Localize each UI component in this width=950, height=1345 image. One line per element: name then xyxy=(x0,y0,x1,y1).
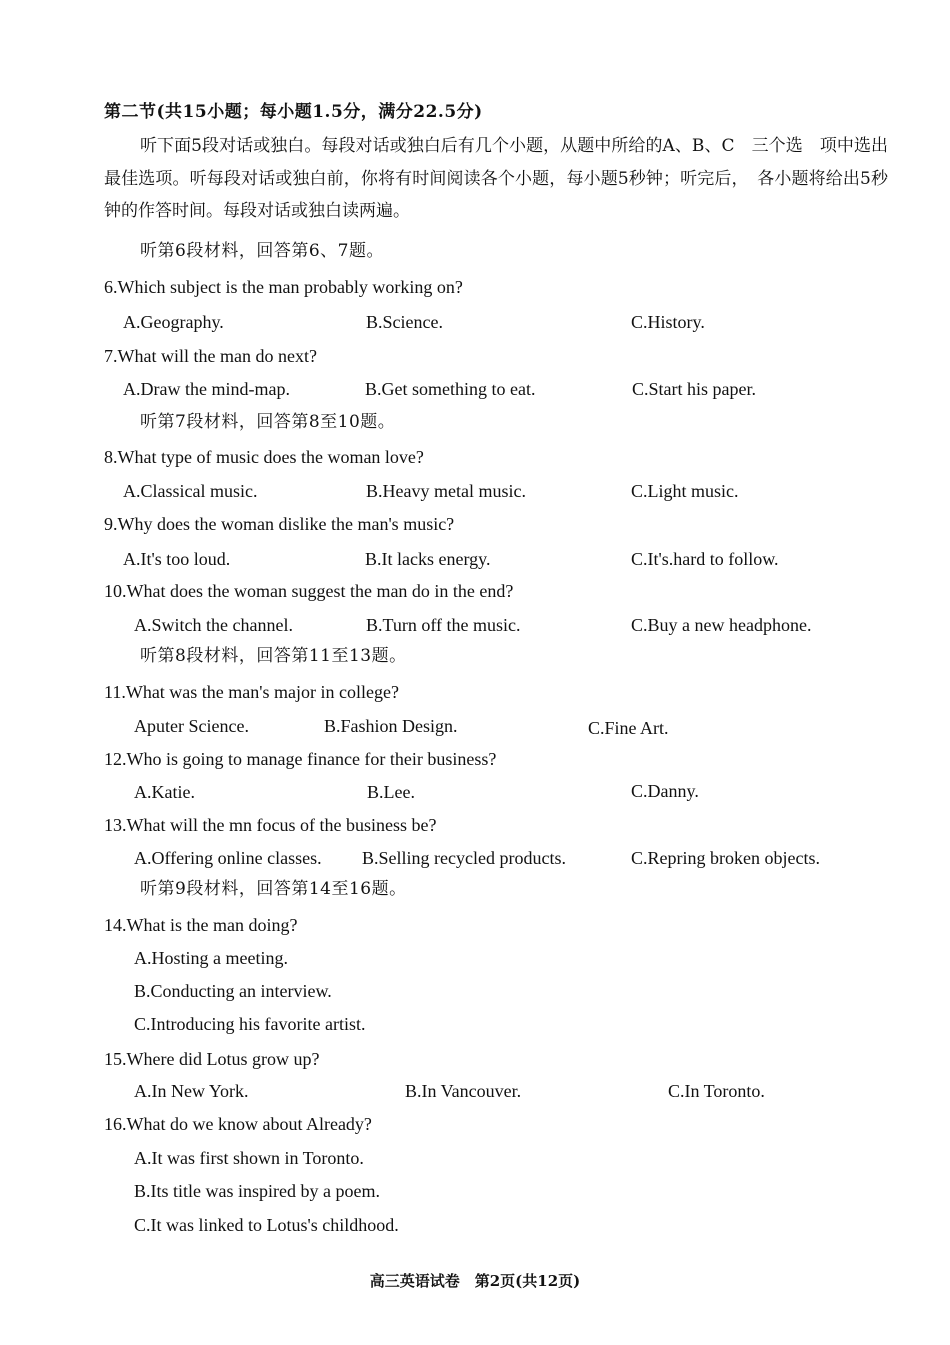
question-12-stem: 12.Who is going to manage finance for their business? xyxy=(104,749,497,769)
question-8-option-b[interactable]: B.Heavy metal music. xyxy=(366,481,526,501)
question-16-option-b[interactable]: B.Its title was inspired by a poem. xyxy=(134,1181,380,1201)
question-8-option-a[interactable]: A.Classical music. xyxy=(123,481,258,501)
question-11-option-c[interactable]: C.Fine Art. xyxy=(588,718,669,738)
group-intro-6: 听第6段材料，回答第6、7题。 xyxy=(140,241,384,261)
question-14-stem: 14.What is the man doing? xyxy=(104,915,298,935)
question-6-option-c[interactable]: C.History. xyxy=(631,312,705,332)
section-heading: 第二节(共15小题；每小题1.5分，满分22.5分) xyxy=(104,102,483,122)
question-6-option-b[interactable]: B.Science. xyxy=(366,312,443,332)
question-13-stem: 13.What will the mn focus of the business be? xyxy=(104,815,437,835)
page-footer: 高三英语试卷 第2页(共12页) xyxy=(369,1272,581,1290)
question-7-stem: 7.What will the man do next? xyxy=(104,346,317,366)
question-13-option-a[interactable]: A.Offering online classes. xyxy=(134,848,322,868)
question-12-option-b[interactable]: B.Lee. xyxy=(367,782,415,802)
question-7-option-b[interactable]: B.Get something to eat. xyxy=(365,379,536,399)
question-10-option-c[interactable]: C.Buy a new headphone. xyxy=(631,615,812,635)
question-11-option-b[interactable]: B.Fashion Design. xyxy=(324,716,458,736)
question-14-option-b[interactable]: B.Conducting an interview. xyxy=(134,981,332,1001)
question-13-option-c[interactable]: C.Repring broken objects. xyxy=(631,848,820,868)
question-6-stem: 6.Which subject is the man probably working on? xyxy=(104,277,463,297)
question-14-option-a[interactable]: A.Hosting a meeting. xyxy=(134,948,288,968)
question-16-stem: 16.What do we know about Already? xyxy=(104,1114,372,1134)
question-10-stem: 10.What does the woman suggest the man do in the end? xyxy=(104,581,514,601)
question-6-option-a[interactable]: A.Geography. xyxy=(123,312,224,332)
question-11-option-a[interactable]: Aputer Science. xyxy=(134,716,249,736)
question-12-option-c[interactable]: C.Danny. xyxy=(631,781,699,801)
group-intro-7: 听第7段材料，回答第8至10题。 xyxy=(140,412,396,432)
section-instructions: 听下面5段对话或独白。每段对话或独白后有几个小题，从题中所给的A、B、C 三个选 项中选出最佳选项。听每段对话或独白前，你将有时间阅读各个小题，每小题5秒钟；听完后， 各小题将给出5秒钟的作答时间。每段对话或独白读两遍。 xyxy=(104,136,888,221)
question-15-stem: 15.Where did Lotus grow up? xyxy=(104,1049,320,1069)
group-intro-9: 听第9段材料，回答第14至16题。 xyxy=(140,879,407,899)
question-10-option-b[interactable]: B.Turn off the music. xyxy=(366,615,521,635)
question-8-stem: 8.What type of music does the woman love? xyxy=(104,447,424,467)
question-15-option-c[interactable]: C.In Toronto. xyxy=(668,1081,765,1101)
question-16-option-c[interactable]: C.It was linked to Lotus's childhood. xyxy=(134,1215,399,1235)
question-11-stem: 11.What was the man's major in college? xyxy=(104,682,399,702)
question-14-option-c[interactable]: C.Introducing his favorite artist. xyxy=(134,1014,366,1034)
question-10-option-a[interactable]: A.Switch the channel. xyxy=(134,615,293,635)
question-9-option-c[interactable]: C.It's.hard to follow. xyxy=(631,549,779,569)
question-15-option-b[interactable]: B.In Vancouver. xyxy=(405,1081,522,1101)
question-7-option-c[interactable]: C.Start his paper. xyxy=(632,379,756,399)
question-9-stem: 9.Why does the woman dislike the man's music? xyxy=(104,514,455,534)
group-intro-8: 听第8段材料，回答第11至13题。 xyxy=(140,646,407,666)
question-13-option-b[interactable]: B.Selling recycled products. xyxy=(362,848,566,868)
question-16-option-a[interactable]: A.It was first shown in Toronto. xyxy=(134,1148,364,1168)
question-8-option-c[interactable]: C.Light music. xyxy=(631,481,739,501)
question-7-option-a[interactable]: A.Draw the mind-map. xyxy=(123,379,290,399)
question-15-option-a[interactable]: A.In New York. xyxy=(134,1081,249,1101)
question-9-option-b[interactable]: B.It lacks energy. xyxy=(365,549,491,569)
question-12-option-a[interactable]: A.Katie. xyxy=(134,782,195,802)
question-9-option-a[interactable]: A.It's too loud. xyxy=(123,549,231,569)
